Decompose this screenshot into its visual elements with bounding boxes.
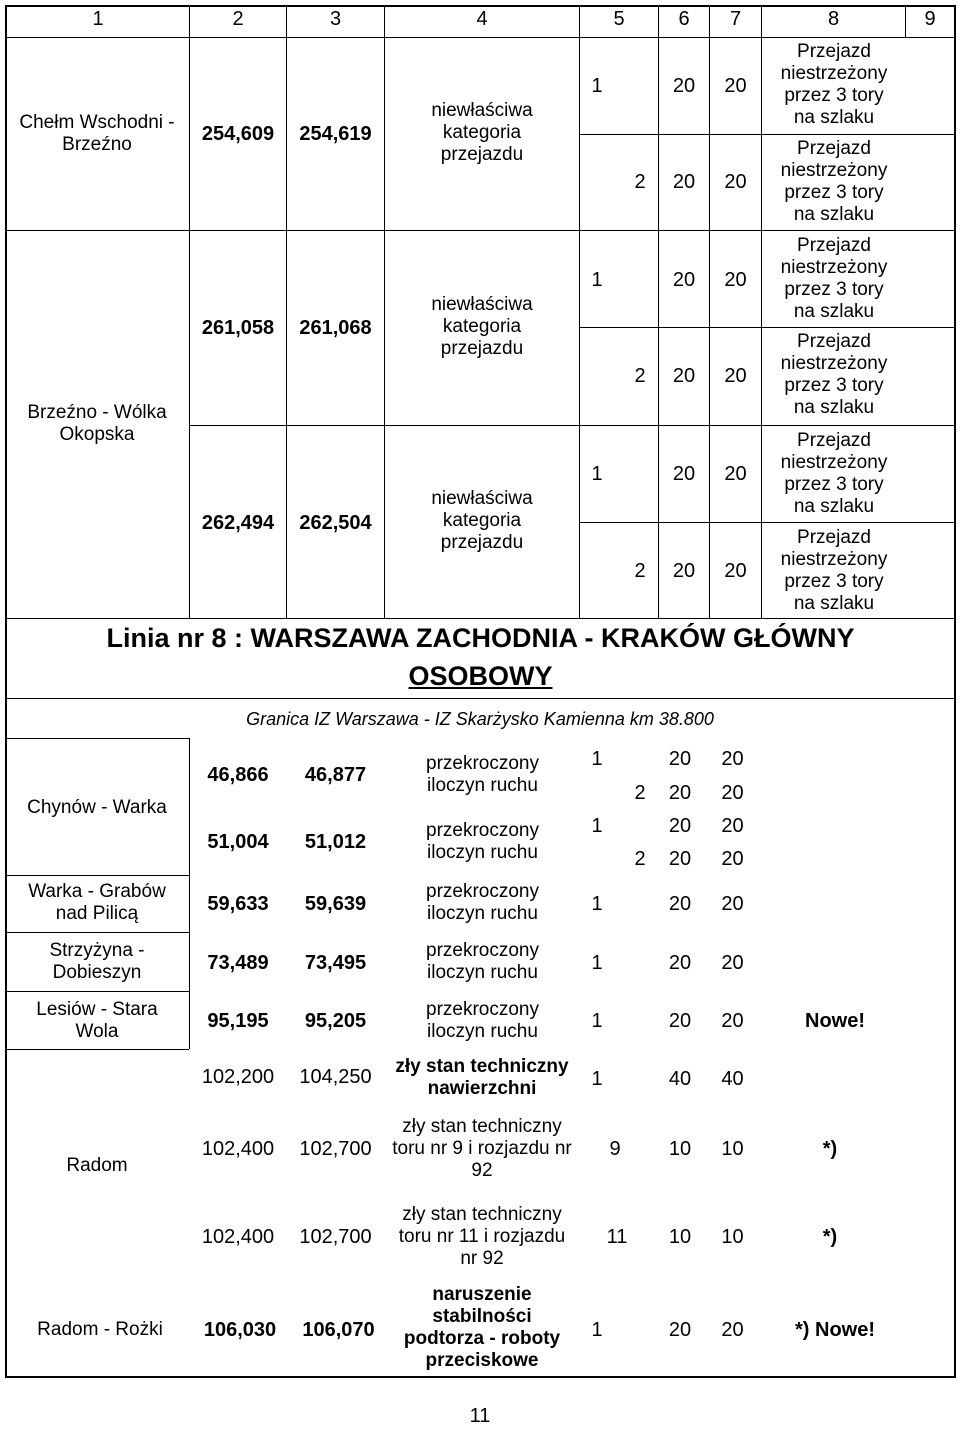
station: Strzyżyna - Dobieszyn [49,940,145,983]
speed: 10 [668,1226,692,1248]
crossing-note: Przejazd niestrzeżony przez 3 tory na szlaku [780,430,888,517]
col-header: 6 [678,8,690,30]
track: 1 [591,815,603,837]
km-from: 254,609 [201,123,275,145]
col-header: 1 [92,8,104,30]
speed: 20 [668,952,692,974]
km-to: 95,205 [304,1010,367,1032]
station: Chełm Wschodni - Brzeźno [19,112,175,155]
speed: 20 [721,893,744,915]
line-subtitle [7,658,954,694]
border [5,738,189,739]
speed: 20 [724,365,747,387]
km-from: 46,866 [207,764,269,786]
km-from: 262,494 [201,512,275,534]
border [5,230,956,231]
km-from: 102,400 [201,1138,275,1160]
speed: 20 [721,848,744,870]
track: 2 [634,171,646,193]
station: Warka - Grabów nad Pilicą [28,881,166,924]
track: 1 [591,75,603,97]
station: Radom - Rożki [37,1319,163,1340]
speed: 20 [672,269,696,291]
speed: 20 [721,748,744,770]
reason: niewłaściwa kategoria przejazdu [431,100,533,165]
border [5,37,956,38]
col-header: 7 [729,8,742,30]
border [954,5,956,1378]
border [5,1049,189,1050]
speed: 20 [668,893,692,915]
track: 1 [591,1010,603,1032]
reason: niewłaściwa kategoria przejazdu [431,294,533,359]
reason: przekroczony iloczyn ruchu [426,753,539,796]
km-to: 261,068 [299,317,372,339]
speed: 20 [668,848,692,870]
speed: 10 [721,1138,744,1160]
station: Brzeźno - Wólka Okopska [27,402,167,445]
km-to: 51,012 [304,831,367,853]
speed: 40 [721,1068,744,1090]
track: 1 [591,269,603,291]
speed: 20 [721,815,744,837]
km-from: 102,400 [201,1226,275,1248]
border [5,698,956,699]
crossing-note: Przejazd niestrzeżony przez 3 tory na szlaku [780,41,888,128]
track: 1 [591,893,603,915]
footnote-mark: *) [822,1138,838,1160]
border [5,932,189,933]
speed: 40 [668,1068,692,1090]
km-from: 59,633 [207,893,269,915]
km-to: 104,250 [299,1066,372,1088]
reason: przekroczony iloczyn ruchu [426,820,539,863]
reason: zły stan techniczny toru nr 9 i rozjazdu nr 92 [392,1116,572,1181]
km-to: 102,700 [299,1138,372,1160]
line-subtitle-text: OSOBOWY [408,661,553,691]
col-header: 9 [924,8,936,30]
reason: niewłaściwa kategoria przejazdu [431,488,533,553]
col-header: 3 [329,8,342,30]
reason: przekroczony iloczyn ruchu [426,940,539,983]
reason: zły stan techniczny nawierzchni [395,1056,569,1099]
km-to: 262,504 [299,512,372,534]
crossing-note: Przejazd niestrzeżony przez 3 tory na szlaku [780,235,888,322]
track: 2 [634,365,646,387]
km-from: 106,030 [203,1319,277,1341]
speed: 20 [672,171,696,193]
reason: przekroczony iloczyn ruchu [426,999,539,1042]
speed: 20 [668,748,692,770]
station: Radom [66,1155,128,1176]
reason: naruszenie stabilności podtorza - roboty przeciskowe [403,1284,561,1371]
speed: 20 [668,815,692,837]
speed: 20 [668,782,692,804]
border [5,875,189,876]
speed: 20 [724,75,747,97]
speed: 20 [724,269,747,291]
speed: 20 [668,1010,692,1032]
reason: zły stan techniczny toru nr 11 i rozjazdu nr 92 [398,1204,566,1269]
speed: 20 [672,560,696,582]
col-header: 4 [476,8,488,30]
border-note: Granica IZ Warszawa - IZ Skarżysko Kamienna km 38.800 [246,709,714,729]
track: 1 [591,748,603,770]
speed: 20 [672,75,696,97]
border [579,134,956,135]
new-badge: *) Nowe! [795,1319,875,1341]
track: 1 [591,1068,603,1090]
reason: przekroczony iloczyn ruchu [426,881,539,924]
km-to: 73,495 [304,952,367,974]
speed: 20 [724,463,747,485]
border [5,618,956,619]
speed: 20 [672,463,696,485]
line-title: Linia nr 8 : WARSZAWA ZACHODNIA - KRAKÓW GŁÓWNY [106,623,855,653]
speed: 10 [668,1138,692,1160]
station: Chynów - Warka [27,797,167,818]
track: 2 [634,782,646,804]
speed: 20 [724,560,747,582]
track: 11 [606,1226,628,1248]
km-from: 95,195 [207,1010,269,1032]
speed: 20 [721,1319,744,1341]
speed: 20 [724,171,747,193]
crossing-note: Przejazd niestrzeżony przez 3 tory na szlaku [780,527,888,614]
km-from: 261,058 [201,317,275,339]
km-to: 254,619 [299,123,372,145]
page-number: 11 [469,1405,491,1427]
km-to: 46,877 [304,764,367,786]
track: 1 [591,1319,603,1341]
col-header: 5 [613,8,625,30]
border [189,425,956,426]
km-from: 102,200 [201,1066,275,1088]
speed: 20 [721,782,744,804]
km-to: 106,070 [302,1319,375,1341]
speed: 20 [721,1010,744,1032]
footnote-mark: *) [822,1226,838,1248]
speed: 20 [668,1319,692,1341]
track: 2 [634,560,646,582]
col-header: 2 [232,8,244,30]
station: Lesiów - Stara Wola [36,999,158,1042]
crossing-note: Przejazd niestrzeżony przez 3 tory na szlaku [780,138,888,225]
km-to: 102,700 [299,1226,372,1248]
border [5,5,956,7]
col-header: 8 [827,8,840,30]
km-from: 51,004 [207,831,269,853]
border [761,5,762,618]
track: 1 [591,952,603,974]
speed: 20 [672,365,696,387]
border [579,5,580,618]
border [5,1376,956,1378]
border [384,5,385,618]
border [5,991,189,992]
border [579,327,956,328]
track: 1 [591,463,603,485]
track: 9 [609,1138,621,1160]
new-badge: Nowe! [805,1010,865,1032]
speed: 20 [721,952,744,974]
speed: 10 [721,1226,744,1248]
crossing-note: Przejazd niestrzeżony przez 3 tory na szlaku [780,331,888,418]
border [579,522,956,523]
km-from: 73,489 [207,952,269,974]
km-to: 59,639 [304,893,367,915]
track: 2 [634,848,646,870]
